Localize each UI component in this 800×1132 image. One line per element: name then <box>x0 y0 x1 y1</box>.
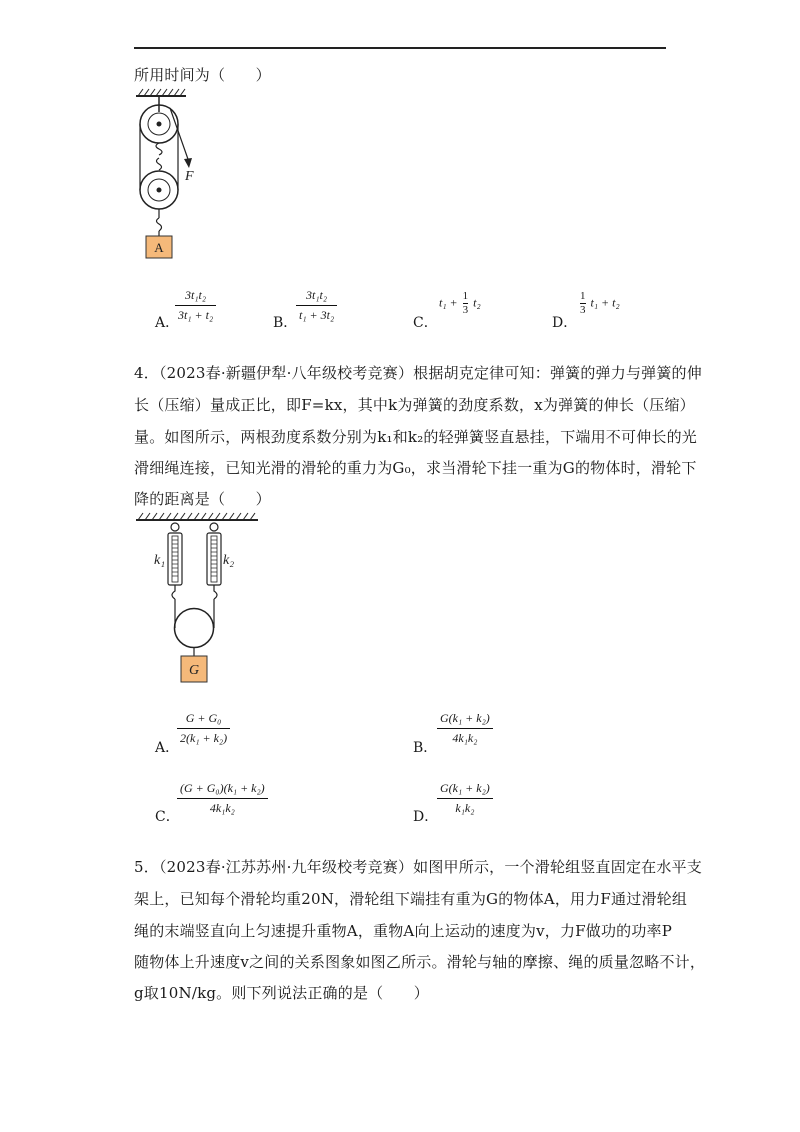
q3-option-a-den: 3t₁ + t₂ <box>178 308 214 322</box>
q4-text-line-5: 降的距离是（ ） <box>134 490 271 508</box>
q3-option-c-expr[interactable] <box>439 290 481 317</box>
q3-option-c-fraction <box>463 290 469 317</box>
q3-option-b-expr[interactable] <box>296 288 337 323</box>
q4-option-d-expr[interactable] <box>437 781 493 816</box>
q5-text-line-4: 随物体上升速度v之间的关系图象如图乙所示。滑轮与轴的摩擦、绳的质量忽略不计， <box>134 953 706 971</box>
q4-option-d-letter[interactable]: D． <box>413 809 439 825</box>
q4-option-a-den: 2(k₁ + k₂) <box>180 731 228 745</box>
q3-option-c-letter[interactable]: C． <box>413 315 438 331</box>
header-rule <box>134 47 666 49</box>
q4-option-c-den: 4k₁k₂ <box>209 801 235 815</box>
q3-option-d-fraction <box>580 290 586 317</box>
q3-option-c-lead: t₁ + <box>439 295 458 310</box>
q5-text-line-3: 绳的末端竖直向上匀速提升重物A，重物A向上运动的速度为v，力F做功的功率P <box>134 922 673 940</box>
q4-block-label: G <box>188 663 200 678</box>
q3-option-b-den: t₁ + 3t₂ <box>299 308 335 322</box>
q3-option-c-fden: 3 <box>462 304 469 316</box>
q3-option-c-tail: t₂ <box>473 295 481 310</box>
q4-option-d-num: G(k₁ + k₂) <box>437 781 493 799</box>
q4-text-line-1: 4．（2023春·新疆伊犁·八年级校考竞赛）根据胡克定律可知：弹簧的弹力与弹簧的伸 <box>134 364 702 382</box>
q3-tail-text: 所用时间为（ ） <box>134 66 271 84</box>
q4-k2-label: k₂ <box>223 553 235 568</box>
q3-block-label: A <box>154 240 164 255</box>
q4-option-b-letter[interactable]: B． <box>413 740 438 756</box>
q3-option-d-fden: 3 <box>580 304 586 316</box>
q4-option-b-den: 4k₁k₂ <box>452 731 478 745</box>
q3-option-a-expr[interactable] <box>175 288 216 323</box>
q4-text-line-2: 长（压缩）量成正比，即F=kx，其中k为弹簧的劲度系数，x为弹簧的伸长（压缩） <box>134 396 695 414</box>
q4-option-b-expr[interactable] <box>437 711 493 746</box>
q4-option-b-num: G(k₁ + k₂) <box>437 711 493 729</box>
q5-text-line-5: g取10N/kg。则下列说法正确的是（ ） <box>134 984 429 1002</box>
q3-pulley-figure <box>130 86 210 261</box>
q3-option-c-fnum: 1 <box>462 290 469 302</box>
q4-option-c-num: (G + G₀)(k₁ + k₂) <box>177 781 268 799</box>
q4-text-line-4: 滑细绳连接，已知光滑的滑轮的重力为G₀，求当滑轮下挂一重为G的物体时，滑轮下 <box>134 459 697 477</box>
q4-springs-figure <box>132 508 262 688</box>
q4-option-c-letter[interactable]: C． <box>155 809 180 825</box>
q4-k1-label: k₁ <box>154 553 166 568</box>
q3-option-b-letter[interactable]: B． <box>273 315 298 331</box>
q3-option-d-expr[interactable] <box>578 290 620 317</box>
q4-option-a-letter[interactable]: A． <box>155 740 180 756</box>
q5-text-line-1: 5．（2023春·江苏苏州·九年级校考竞赛）如图甲所示，一个滑轮组竖直固定在水平支 <box>134 858 702 876</box>
q4-option-d-den: k₁k₂ <box>455 801 475 815</box>
q3-option-a-num: 3t₁t₂ <box>175 288 216 306</box>
q3-option-b-num: 3t₁t₂ <box>296 288 337 306</box>
q3-option-d-fnum: 1 <box>580 290 586 302</box>
q5-text-line-2: 架上，已知每个滑轮均重20N，滑轮组下端挂有重为G的物体A，用力F通过滑轮组 <box>134 890 688 908</box>
q3-option-d-letter[interactable]: D． <box>552 315 578 331</box>
q4-option-c-expr[interactable] <box>177 781 268 816</box>
q3-option-a-letter[interactable]: A． <box>155 315 180 331</box>
q3-option-d-tail: t₁ + t₂ <box>590 295 620 310</box>
q3-force-label: F <box>185 169 194 184</box>
q4-option-a-expr[interactable] <box>177 711 230 746</box>
q4-text-line-3: 量。如图所示，两根劲度系数分别为k₁和k₂的轻弹簧竖直悬挂，下端用不可伸长的光 <box>134 428 698 446</box>
q4-option-a-num: G + G₀ <box>177 711 230 729</box>
